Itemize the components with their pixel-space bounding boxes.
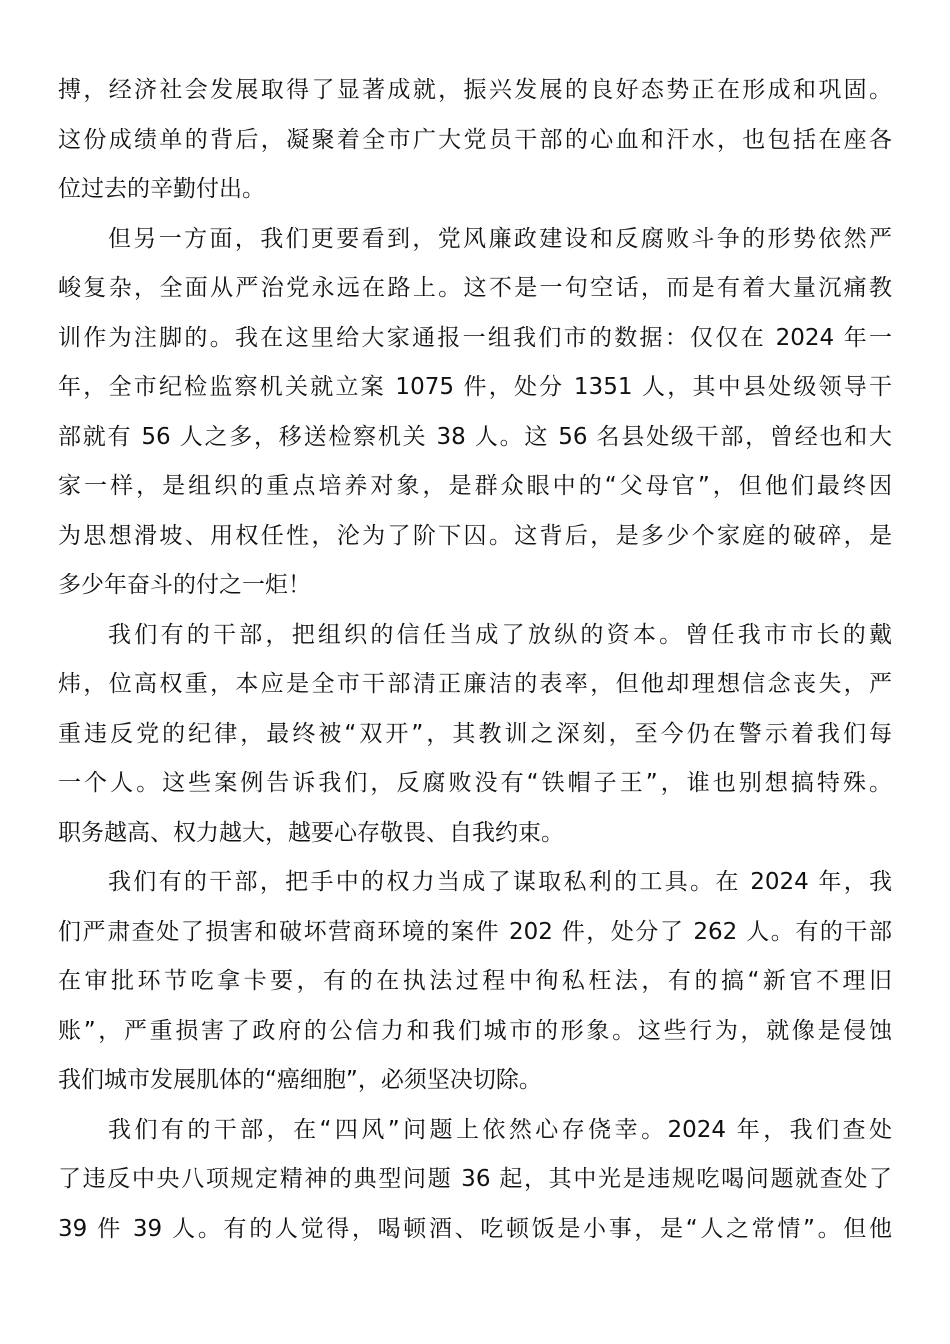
text-line: 们严肃查处了损害和破坏营商环境的案件 202 件，处分了 262 人。有的干部 [58, 918, 892, 945]
text-line: 位过去的辛勤付出。 [58, 176, 265, 202]
text-line: 年，全市纪检监察机关就立案 1075 件，处分 1351 人，其中县处级领导干 [58, 374, 892, 400]
text-line: 我们有的干部，把组织的信任当成了放纵的资本。曾任我市市长的戴 [108, 621, 892, 648]
text-line: 多少年奋斗的付之一炬！ [58, 572, 311, 598]
text-line: 搏，经济社会发展取得了显著成就，振兴发展的良好态势正在形成和巩固。 [58, 77, 892, 103]
text-line: 这份成绩单的背后，凝聚着全市广大党员干部的心血和汗水，也包括在座各 [58, 126, 892, 153]
text-line: 我们有的干部，在“四风”问题上依然心存侥幸。2024 年，我们查处 [108, 1116, 892, 1143]
text-line: 重违反党的纪律，最终被“双开”，其教训之深刻，至今仍在警示着我们每 [58, 720, 892, 747]
text-line: 部就有 56 人之多，移送检察机关 38 人。这 56 名县处级干部，曾经也和大 [58, 423, 892, 450]
text-line: 一个人。这些案例告诉我们，反腐败没有“铁帽子王”，谁也别想搞特殊。 [58, 770, 892, 796]
text-line: 但另一方面，我们更要看到，党风廉政建设和反腐败斗争的形势依然严 [108, 225, 892, 252]
text-line: 峻复杂，全面从严治党永远在路上。这不是一句空话，而是有着大量沉痛教 [58, 275, 892, 301]
text-line: 为思想滑坡、用权任性，沦为了阶下囚。这背后，是多少个家庭的破碎，是 [58, 522, 892, 549]
text-line: 职务越高、权力越大，越要心存敬畏、自我约束。 [58, 819, 564, 846]
text-line: 39 件 39 人。有的人觉得，喝顿酒、吃顿饭是小事，是“人之常情”。但他 [58, 1215, 892, 1242]
text-line: 家一样，是组织的重点培养对象，是群众眼中的“父母官”，但他们最终因 [58, 473, 892, 499]
text-line: 在审批环节吃拿卡要，有的在执法过程中徇私枉法，有的搞“新官不理旧 [58, 968, 892, 994]
text-line: 我们城市发展肌体的“癌细胞”，必须坚决切除。 [58, 1067, 542, 1093]
text-line: 账”，严重损害了政府的公信力和我们城市的形象。这些行为，就像是侵蚀 [58, 1017, 892, 1044]
text-line: 训作为注脚的。我在这里给大家通报一组我们市的数据：仅仅在 2024 年一 [58, 324, 892, 351]
text-line: 了违反中央八项规定精神的典型问题 36 起，其中光是违规吃喝问题就查处了 [58, 1166, 892, 1192]
text-line: 我们有的干部，把手中的权力当成了谋取私利的工具。在 2024 年，我 [108, 869, 892, 895]
document-page [58, 66, 892, 1254]
text-line: 炜，位高权重，本应是全市干部清正廉洁的表率，但他却理想信念丧失，严 [58, 671, 892, 697]
